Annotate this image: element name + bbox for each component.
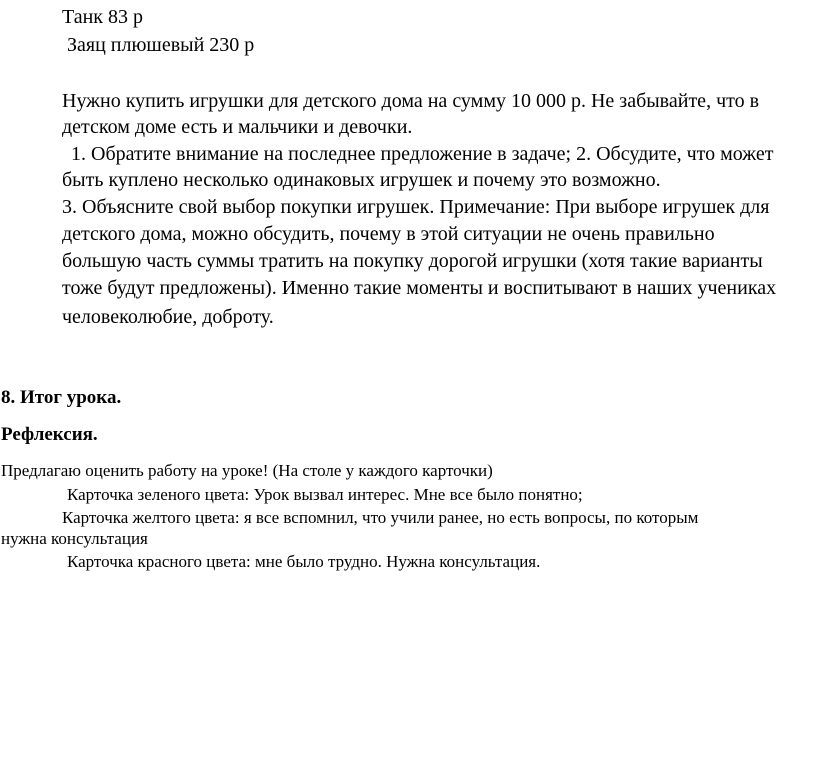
task-line: детского дома, можно обсудить, почему в этой ситуации не очень правильно (62, 223, 715, 245)
card-yellow-line: Карточка желтого цвета: я все вспомнил, что учили ранее, но есть вопросы, по которым (62, 508, 699, 527)
task-line: Нужно купить игрушки для детского дома на сумму 10 000 р. Не забывайте, что в (62, 90, 760, 112)
task-line: 1. Обратите внимание на последнее предложение в задаче; 2. Обсудите, что может (71, 143, 774, 165)
task-line: большую часть суммы тратить на покупку дорогой игрушки (хотя такие варианты (62, 250, 763, 272)
section-heading: 8. Итог урока. (1, 387, 122, 408)
reflection-subheading: Рефлексия. (1, 424, 98, 445)
card-red-line: Карточка красного цвета: мне было трудно. Нужна консультация. (67, 552, 541, 571)
task-line: детском доме есть и мальчики и девочки. (62, 116, 413, 138)
price-line-tank: Танк 83 р (62, 6, 144, 28)
price-line-plush-hare: Заяц плюшевый 230 р (67, 34, 255, 56)
task-line: тоже будут предложены). Именно такие моменты и воспитывают в наших учениках (62, 277, 777, 299)
task-line: человеколюбие, доброту. (62, 306, 274, 328)
task-line: быть куплено несколько одинаковых игрушек и почему это возможно. (62, 169, 661, 191)
reflection-intro: Предлагаю оценить работу на уроке! (На столе у каждого карточки) (1, 461, 493, 480)
card-yellow-line-continued: нужна консультация (1, 529, 148, 548)
task-line: 3. Объясните свой выбор покупки игрушек. Примечание: При выборе игрушек для (62, 196, 770, 218)
card-green-line: Карточка зеленого цвета: Урок вызвал интерес. Мне все было понятно; (67, 485, 583, 504)
